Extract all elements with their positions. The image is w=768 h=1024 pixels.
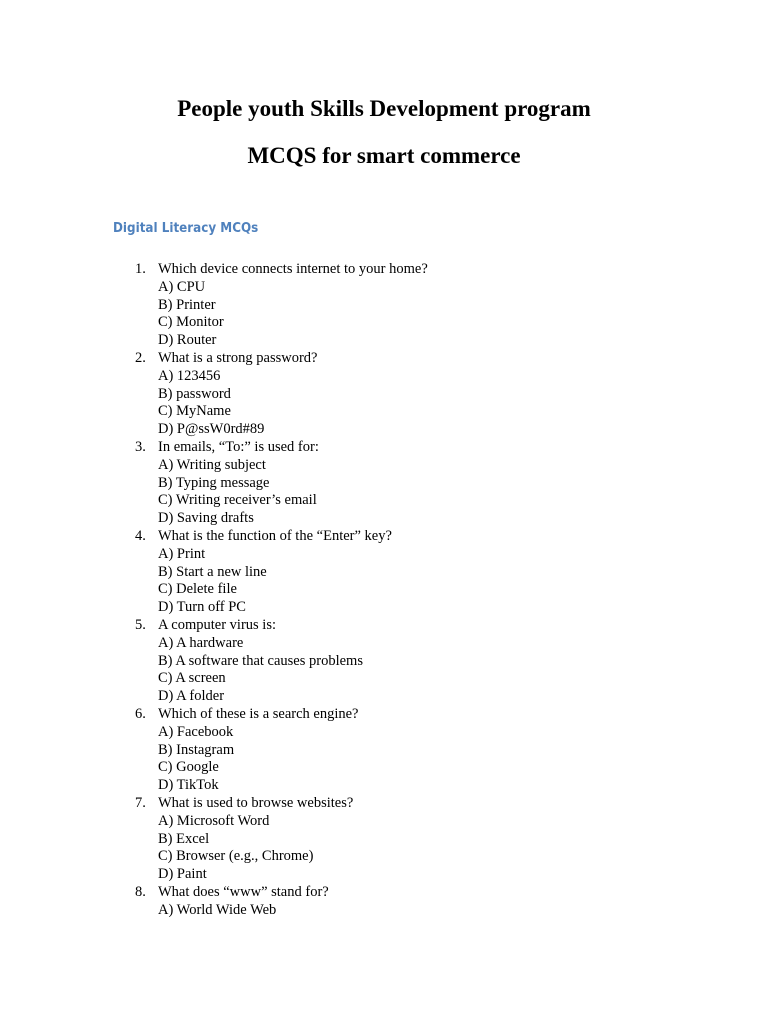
answer-option: B) Typing message: [158, 474, 270, 491]
answer-option: D) Router: [158, 332, 217, 349]
answer-option: B) A software that causes problems: [158, 652, 363, 669]
answer-option: C) Writing receiver’s email: [158, 492, 317, 509]
question-number: 7.: [135, 794, 146, 811]
answer-option: A) Facebook: [158, 723, 234, 740]
answer-option: A) World Wide Web: [158, 901, 277, 918]
question-text: What is used to browse websites?: [158, 794, 354, 811]
question-number: 5.: [135, 616, 146, 633]
answer-option: A) A hardware: [158, 634, 244, 651]
answer-option: A) Microsoft Word: [158, 812, 270, 829]
question-item: [135, 795, 695, 884]
question-item: [135, 528, 695, 617]
answer-option: D) P@ssW0rd#89: [158, 421, 265, 438]
document-subtitle: MCQS for smart commerce: [247, 143, 521, 168]
question-text: What is a strong password?: [158, 349, 318, 366]
answer-option: A) Writing subject: [158, 456, 266, 473]
question-text: In emails, “To:” is used for:: [158, 438, 319, 455]
question-item: [135, 261, 695, 350]
answer-option: A) CPU: [158, 278, 206, 295]
question-list: [135, 261, 695, 919]
question-item: [135, 617, 695, 706]
answer-option: B) password: [158, 385, 231, 402]
question-text: What does “www” stand for?: [158, 883, 329, 900]
answer-option: D) Paint: [158, 866, 207, 883]
answer-option: D) A folder: [158, 688, 225, 705]
answer-option: B) Start a new line: [158, 563, 267, 580]
question-number: 4.: [135, 527, 146, 544]
answer-option: D) Turn off PC: [158, 599, 246, 616]
answer-option: A) 123456: [158, 367, 221, 384]
answer-option: C) Browser (e.g., Chrome): [158, 848, 314, 865]
answer-option: D) TikTok: [158, 777, 219, 794]
question-text: What is the function of the “Enter” key?: [158, 527, 392, 544]
question-item: [135, 706, 695, 795]
question-text: Which of these is a search engine?: [158, 705, 359, 722]
question-item: [135, 884, 695, 920]
answer-option: C) Monitor: [158, 314, 224, 331]
question-number: 2.: [135, 349, 146, 366]
question-item: [135, 350, 695, 439]
question-number: 1.: [135, 261, 146, 277]
answer-option: D) Saving drafts: [158, 510, 254, 527]
question-number: 6.: [135, 705, 146, 722]
answer-option: C) A screen: [158, 670, 226, 687]
question-item: [135, 439, 695, 528]
document-title: People youth Skills Development program: [177, 96, 591, 121]
answer-option: A) Print: [158, 545, 206, 562]
answer-option: B) Printer: [158, 296, 216, 313]
answer-option: C) MyName: [158, 403, 231, 420]
question-number: 8.: [135, 883, 146, 900]
answer-option: C) Delete file: [158, 581, 237, 598]
answer-option: B) Instagram: [158, 741, 235, 758]
question-text: A computer virus is:: [158, 616, 277, 633]
answer-option: C) Google: [158, 759, 219, 776]
answer-option: B) Excel: [158, 830, 210, 847]
section-heading: Digital Literacy MCQs: [113, 221, 259, 236]
question-number: 3.: [135, 438, 146, 455]
question-text: Which device connects internet to your home?: [158, 261, 428, 277]
